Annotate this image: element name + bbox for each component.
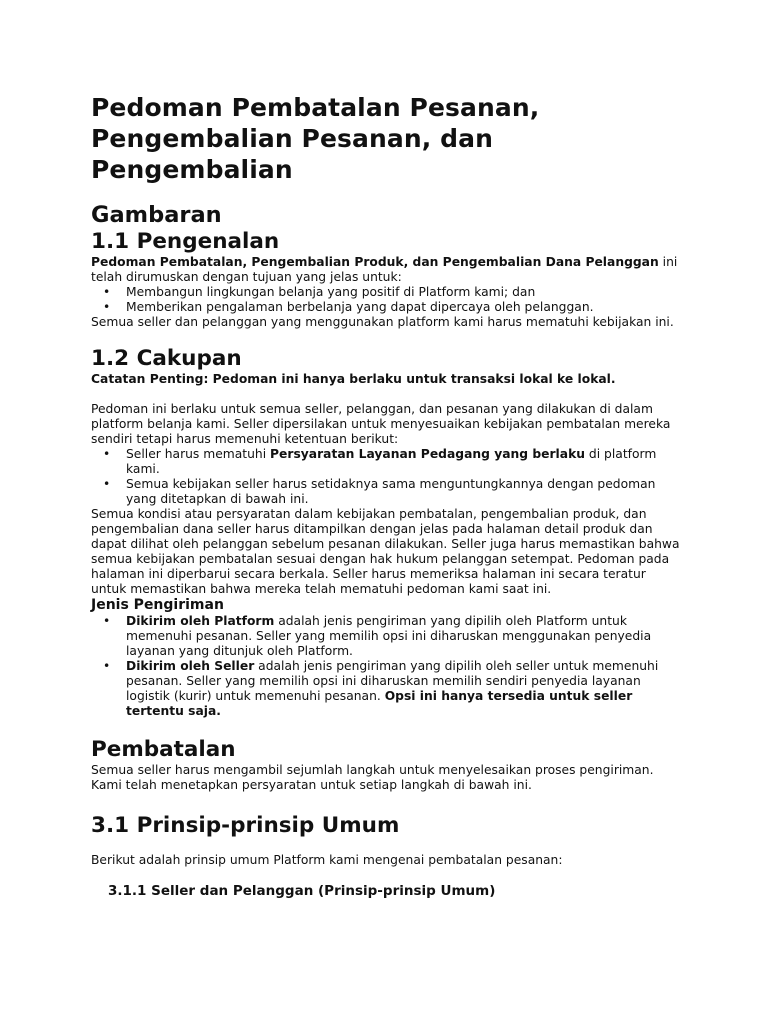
intro-lead-bold: Pedoman Pembatalan, Pengembalian Produk, dan Pengembalian Dana Pelanggan bbox=[91, 255, 659, 269]
scope-bullet-list bbox=[91, 447, 681, 507]
intro-closing: Semua seller dan pelanggan yang menggunakan platform kami harus mematuhi kebijakan ini. bbox=[91, 315, 674, 329]
scope-note: Catatan Penting: Pedoman ini hanya berlaku untuk transaksi lokal ke lokal. bbox=[91, 372, 616, 386]
shipping-item2-text: adalah jenis pengiriman yang dipilih oleh seller untuk memenuhi pesanan. Seller yang memilih opsi ini diharuskan memilih sendiri penyedia layanan logistik (kurir) untuk memenuhi pesanan. bbox=[126, 659, 659, 703]
shipping-list bbox=[91, 614, 681, 719]
intro-bullet-list bbox=[91, 285, 681, 315]
list-item bbox=[91, 659, 681, 719]
intro-lead bbox=[91, 255, 681, 285]
scope-bullet1-bold: Persyaratan Layanan Pedagang yang berlaku bbox=[270, 447, 586, 461]
scope-bullet1-pre: Seller harus mematuhi bbox=[126, 447, 271, 461]
list-item: • Membangun lingkungan belanja yang positif di Platform kami; dan bbox=[91, 285, 681, 300]
principles-heading: 3.1 Prinsip-prinsip Umum bbox=[91, 813, 400, 838]
scope-paragraph-1: Pedoman ini berlaku untuk semua seller, pelanggan, dan pesanan yang dilakukan di dalam platform belanja kami. Seller dipersilakan untuk menyesuaikan kebijakan pembatalan mereka sendiri tetapi harus memenuhi ketentuan berikut: bbox=[91, 402, 671, 446]
overview-heading: Gambaran bbox=[91, 202, 222, 228]
principles-subheading: 3.1.1 Seller dan Pelanggan (Prinsip-prinsip Umum) bbox=[108, 883, 496, 899]
shipping-item1-bold: Dikirim oleh Platform bbox=[126, 614, 275, 628]
intro-heading: 1.1 Pengenalan bbox=[91, 229, 280, 254]
shipping-item2-bold: Dikirim oleh Seller bbox=[126, 659, 255, 673]
cancellation-heading: Pembatalan bbox=[91, 737, 236, 762]
document-body bbox=[91, 92, 681, 900]
cancellation-intro: Semua seller harus mengambil sejumlah langkah untuk menyelesaikan proses pengiriman. Kami telah menetapkan persyaratan untuk setiap langkah di bawah ini. bbox=[91, 763, 654, 792]
list-item: • Semua kebijakan seller harus setidaknya sama menguntungkannya dengan pedoman yang ditetapkan di bawah ini. bbox=[91, 477, 681, 507]
intro-lead-rest: ini telah dirumuskan dengan tujuan yang jelas untuk: bbox=[91, 255, 678, 284]
scope-bullet1-post: di platform kami. bbox=[126, 447, 657, 476]
shipping-heading: Jenis Pengiriman bbox=[91, 597, 224, 613]
shipping-item1-text: adalah jenis pengiriman yang dipilih oleh Platform untuk memenuhi pesanan. Seller yang memilih opsi ini diharuskan menggunakan penyedia layanan yang ditunjuk oleh Platform. bbox=[126, 614, 652, 658]
list-item bbox=[91, 447, 681, 477]
document-title: Pedoman Pembatalan Pesanan, Pengembalian Pesanan, dan Pengembalian bbox=[91, 93, 540, 184]
shipping-item2-bold2: Opsi ini hanya tersedia untuk seller tertentu saja. bbox=[126, 689, 633, 718]
list-item: • Memberikan pengalaman berbelanja yang dapat dipercaya oleh pelanggan. bbox=[91, 300, 681, 315]
list-item bbox=[91, 614, 681, 659]
principles-intro: Berikut adalah prinsip umum Platform kami mengenai pembatalan pesanan: bbox=[91, 853, 563, 867]
scope-paragraph-2: Semua kondisi atau persyaratan dalam kebijakan pembatalan, pengembalian produk, dan pengembalian dana seller harus ditampilkan dengan jelas pada halaman detail produk dan dapat dilihat oleh pelanggan sebelum pesanan dilakukan. Seller juga harus memastikan bahwa semua kebijakan pembatalan sesuai dengan hak hukum pelanggan setempat. Pedoman pada halaman ini diperbarui secara berkala. Seller harus memeriksa halaman ini secara teratur untuk memastikan bahwa mereka telah mematuhi pedoman kami saat ini. bbox=[91, 507, 680, 596]
scope-heading: 1.2 Cakupan bbox=[91, 346, 242, 371]
